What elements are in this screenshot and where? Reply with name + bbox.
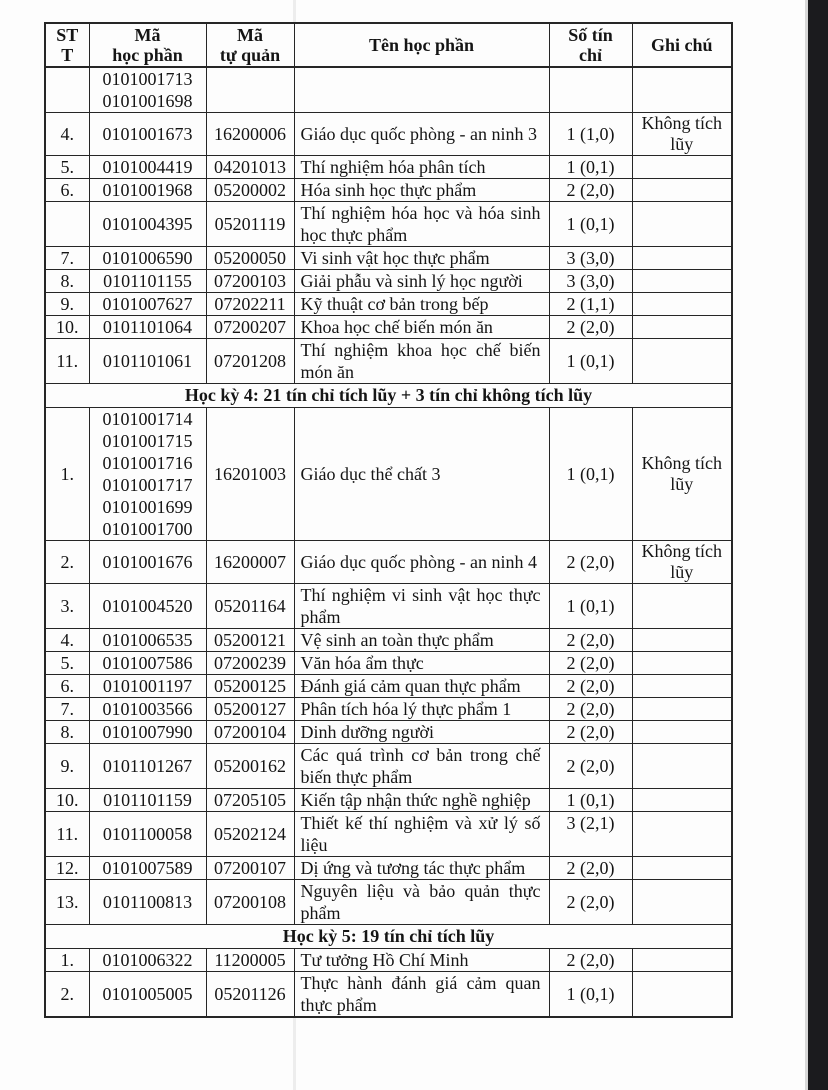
code-line: 0101001968 [102,180,193,200]
course-code-cell [89,408,206,541]
code-line: 0101006535 [102,630,193,650]
header-cell-stt [45,23,89,67]
course-row [45,293,732,316]
course-code-cell [89,541,206,584]
course-code-cell [89,857,206,880]
code-line: 0101101155 [103,271,192,291]
stt-cell: 1. [45,408,89,541]
course-row [45,812,732,857]
code-line: 0101004395 [102,214,193,234]
course-code-cell [89,812,206,857]
header-line: ST [56,25,79,45]
stt-cell: 11. [45,339,89,384]
code-line: 0101001713 [102,69,193,89]
course-name-cell: Kiến tập nhận thức nghề nghiệp [294,789,549,812]
code-line: 0101001673 [102,124,193,144]
stt-cell: 11. [45,812,89,857]
header-line: T [61,45,74,65]
note-cell [632,270,732,293]
header-line: Số tín [568,25,613,45]
credits-cell: 2 (2,0) [549,880,632,925]
code-line: 0101101267 [102,756,193,776]
course-code-cell [89,316,206,339]
course-name-cell: Kỹ thuật cơ bản trong bếp [294,293,549,316]
credits-cell: 2 (2,0) [549,675,632,698]
stt-cell: 4. [45,113,89,156]
course-row [45,652,732,675]
stt-cell: 7. [45,247,89,270]
code-line: 0101003566 [102,699,193,719]
credits-cell: 1 (0,1) [549,972,632,1018]
code-line: 0101006590 [102,248,193,268]
self-managed-code-cell: 05200127 [206,698,294,721]
self-managed-code-cell: 16200007 [206,541,294,584]
course-name-cell: Giáo dục thể chất 3 [294,408,549,541]
code-line: 0101001715 [102,431,193,451]
note-cell [632,721,732,744]
self-managed-code-cell [206,67,294,113]
credits-cell: 1 (0,1) [549,202,632,247]
course-name-cell: Vi sinh vật học thực phẩm [294,247,549,270]
self-managed-code-cell: 05200002 [206,179,294,202]
course-name-cell: Thí nghiệm hóa học và hóa sinh học thực phẩm [294,202,549,247]
code-line: 0101001716 [102,453,193,473]
note-cell [632,584,732,629]
code-line: 0101007586 [102,653,193,673]
code-line: 0101101061 [102,351,193,371]
note-cell [632,675,732,698]
course-row [45,880,732,925]
note-cell [632,698,732,721]
note-cell: Không tích lũy [632,113,732,156]
stt-cell: 8. [45,270,89,293]
course-name-cell: Hóa sinh học thực phẩm [294,179,549,202]
course-code-cell [89,675,206,698]
course-row [45,584,732,629]
course-table [44,22,733,1018]
code-line: 0101001676 [102,552,193,572]
credits-cell: 2 (2,0) [549,698,632,721]
stt-cell: 13. [45,880,89,925]
header-line: Mã [237,25,263,45]
credits-cell: 2 (2,0) [549,652,632,675]
course-name-cell: Dị ứng và tương tác thực phẩm [294,857,549,880]
self-managed-code-cell: 05202124 [206,812,294,857]
credits-cell: 2 (2,0) [549,316,632,339]
stt-cell: 2. [45,972,89,1018]
course-row [45,857,732,880]
course-code-cell [89,293,206,316]
course-code-cell [89,789,206,812]
section-title: Học kỳ 4: 21 tín chỉ tích lũy + 3 tín chỉ không tích lũy [45,384,732,408]
course-code-cell [89,67,206,113]
note-cell [632,247,732,270]
header-cell-self-managed-code [206,23,294,67]
course-row [45,675,732,698]
course-name-cell: Thí nghiệm vi sinh vật học thực phẩm [294,584,549,629]
credits-cell: 3 (3,0) [549,247,632,270]
course-name-cell: Nguyên liệu và bảo quản thực phẩm [294,880,549,925]
course-row [45,247,732,270]
self-managed-code-cell: 07200239 [206,652,294,675]
code-line: 0101001699 [102,497,193,517]
course-name-cell: Đánh giá cảm quan thực phẩm [294,675,549,698]
course-row [45,408,732,541]
code-line: 0101004419 [102,157,193,177]
self-managed-code-cell: 05200162 [206,744,294,789]
stt-cell: 9. [45,744,89,789]
table-header-row [45,23,732,67]
self-managed-code-cell: 07200104 [206,721,294,744]
self-managed-code-cell: 07200207 [206,316,294,339]
course-code-cell [89,949,206,972]
note-cell [632,179,732,202]
self-managed-code-cell: 05201119 [206,202,294,247]
course-code-cell [89,113,206,156]
credits-cell: 1 (0,1) [549,339,632,384]
credits-cell: 2 (2,0) [549,857,632,880]
course-code-cell [89,202,206,247]
stt-cell: 5. [45,652,89,675]
code-line: 0101006322 [102,950,193,970]
stt-cell: 12. [45,857,89,880]
course-name-cell: Dinh dưỡng người [294,721,549,744]
note-cell [632,316,732,339]
header-line: Mã [134,25,161,45]
self-managed-code-cell: 07200107 [206,857,294,880]
credits-cell: 1 (1,0) [549,113,632,156]
course-code-cell [89,652,206,675]
stt-cell: 1. [45,949,89,972]
note-cell: Không tích lũy [632,541,732,584]
credits-cell: 2 (1,1) [549,293,632,316]
credits-cell: 1 (0,1) [549,156,632,179]
note-cell [632,629,732,652]
note-cell [632,652,732,675]
note-cell [632,812,732,857]
self-managed-code-cell: 05200125 [206,675,294,698]
course-code-cell [89,339,206,384]
self-managed-code-cell: 16200006 [206,113,294,156]
stt-cell: 6. [45,675,89,698]
code-line: 0101001714 [102,409,193,429]
stt-cell: 9. [45,293,89,316]
credits-cell [549,67,632,113]
section-header-row [45,384,732,408]
course-code-cell [89,247,206,270]
course-code-cell [89,698,206,721]
course-code-cell [89,156,206,179]
code-line: 0101001698 [102,91,193,111]
code-line: 0101007589 [102,858,193,878]
header-cell-note [632,23,732,67]
credits-cell: 1 (0,1) [549,789,632,812]
code-line: 0101100813 [102,892,193,912]
note-cell [632,744,732,789]
header-cell-course-code [89,23,206,67]
course-row [45,67,732,113]
note-cell [632,156,732,179]
header-line: tự quản [219,45,281,65]
course-code-cell [89,270,206,293]
credits-cell: 2 (2,0) [549,949,632,972]
self-managed-code-cell: 07202211 [206,293,294,316]
self-managed-code-cell: 05200050 [206,247,294,270]
note-cell [632,972,732,1018]
course-name-cell [294,67,549,113]
stt-cell [45,67,89,113]
code-line: 0101007990 [102,722,193,742]
header-line: học phần [112,45,183,65]
course-row [45,744,732,789]
stt-cell: 4. [45,629,89,652]
credits-cell: 2 (2,0) [549,629,632,652]
code-line: 0101007627 [102,294,193,314]
course-row [45,179,732,202]
note-cell [632,789,732,812]
course-name-cell: Giáo dục quốc phòng - an ninh 3 [294,113,549,156]
note-cell [632,202,732,247]
credits-cell: 2 (2,0) [549,744,632,789]
course-row [45,316,732,339]
stt-cell: 5. [45,156,89,179]
course-name-cell: Vệ sinh an toàn thực phẩm [294,629,549,652]
self-managed-code-cell: 05201164 [206,584,294,629]
credits-cell: 2 (2,0) [549,541,632,584]
self-managed-code-cell: 07200103 [206,270,294,293]
self-managed-code-cell: 07205105 [206,789,294,812]
self-managed-code-cell: 05201126 [206,972,294,1018]
self-managed-code-cell: 16201003 [206,408,294,541]
course-row [45,202,732,247]
note-cell [632,293,732,316]
header-line: Tên học phần [368,35,475,55]
course-code-cell [89,972,206,1018]
note-cell [632,67,732,113]
stt-cell [45,202,89,247]
stt-cell: 10. [45,789,89,812]
screen-edge-dark-strip [808,0,828,1090]
header-cell-course-name [294,23,549,67]
code-line: 0101101064 [102,317,193,337]
course-row [45,113,732,156]
course-name-cell: Thiết kế thí nghiệm và xử lý số liệu [294,812,549,857]
code-line: 0101005005 [102,984,193,1004]
course-name-cell: Thí nghiệm hóa phân tích [294,156,549,179]
self-managed-code-cell: 07201208 [206,339,294,384]
course-name-cell: Các quá trình cơ bản trong chế biến thực phẩm [294,744,549,789]
code-line: 0101001197 [102,676,193,696]
course-name-cell: Giải phẫu và sinh lý học người [294,270,549,293]
course-name-cell: Thí nghiệm khoa học chế biến món ăn [294,339,549,384]
stt-cell: 3. [45,584,89,629]
course-row [45,721,732,744]
course-code-cell [89,880,206,925]
course-code-cell [89,721,206,744]
self-managed-code-cell: 07200108 [206,880,294,925]
course-row [45,629,732,652]
course-row [45,339,732,384]
course-name-cell: Văn hóa ẩm thực [294,652,549,675]
course-name-cell: Thực hành đánh giá cảm quan thực phẩm [294,972,549,1018]
course-name-cell: Tư tưởng Hồ Chí Minh [294,949,549,972]
note-cell [632,880,732,925]
stt-cell: 10. [45,316,89,339]
note-cell [632,339,732,384]
credits-cell: 1 (0,1) [549,584,632,629]
credits-cell: 3 (2,1) [549,812,632,857]
credits-cell: 2 (2,0) [549,179,632,202]
code-line: 0101001700 [102,519,193,539]
code-line: 0101001717 [102,475,193,495]
code-line: 0101101159 [103,790,192,810]
credits-cell: 3 (3,0) [549,270,632,293]
course-row [45,789,732,812]
course-code-cell [89,179,206,202]
stt-cell: 6. [45,179,89,202]
code-line: 0101004520 [102,596,193,616]
self-managed-code-cell: 05200121 [206,629,294,652]
stt-cell: 2. [45,541,89,584]
header-line: Ghi chú [650,35,713,55]
note-cell [632,857,732,880]
course-code-cell [89,629,206,652]
section-header-row [45,925,732,949]
header-cell-credits [549,23,632,67]
credits-cell: 1 (0,1) [549,408,632,541]
course-row [45,541,732,584]
table-body [45,67,732,1017]
course-row [45,270,732,293]
code-line: 0101100058 [102,824,193,844]
self-managed-code-cell: 11200005 [206,949,294,972]
course-row [45,972,732,1018]
note-cell [632,949,732,972]
section-title: Học kỳ 5: 19 tín chỉ tích lũy [45,925,732,949]
header-line: chỉ [578,45,602,65]
note-cell: Không tích lũy [632,408,732,541]
table-header [45,23,732,67]
course-code-cell [89,744,206,789]
stt-cell: 7. [45,698,89,721]
course-name-cell: Giáo dục quốc phòng - an ninh 4 [294,541,549,584]
course-code-cell [89,584,206,629]
credits-cell: 2 (2,0) [549,721,632,744]
self-managed-code-cell: 04201013 [206,156,294,179]
course-row [45,698,732,721]
course-name-cell: Phân tích hóa lý thực phẩm 1 [294,698,549,721]
course-row [45,949,732,972]
course-name-cell: Khoa học chế biến món ăn [294,316,549,339]
course-row [45,156,732,179]
stt-cell: 8. [45,721,89,744]
